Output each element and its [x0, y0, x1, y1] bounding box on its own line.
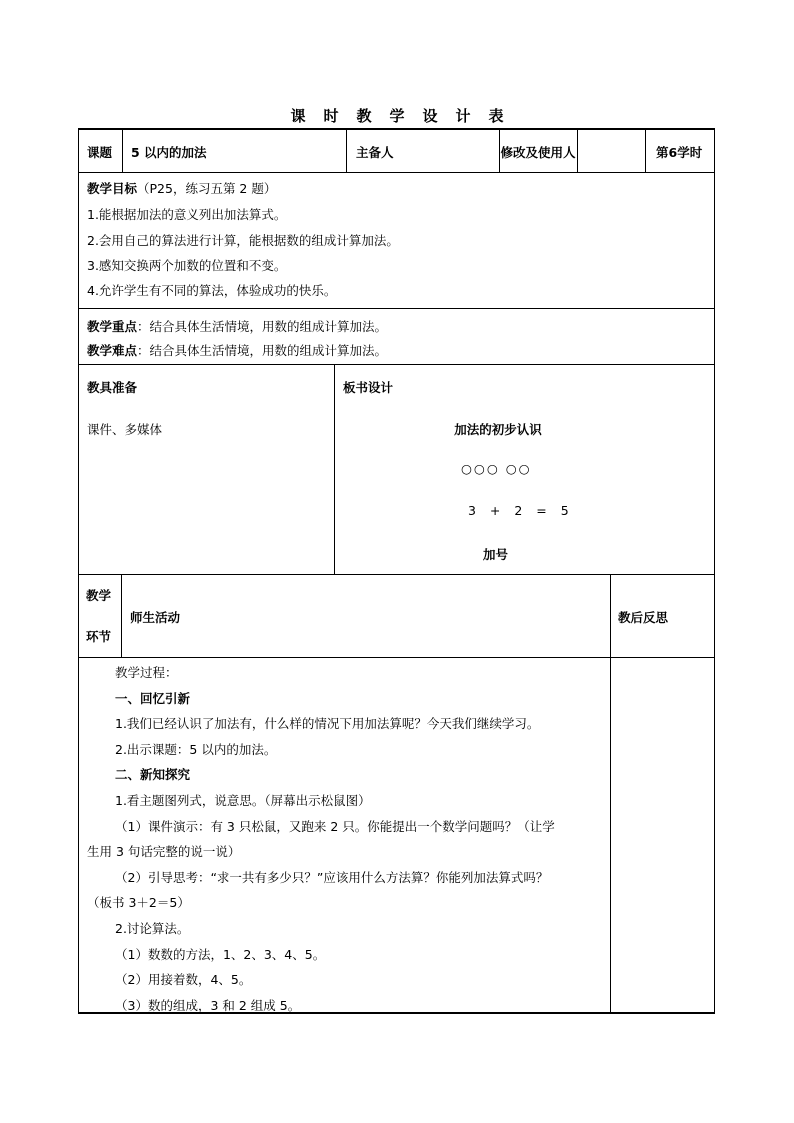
stage-label-line2: 环节 — [86, 629, 112, 644]
process-line: 生用 3 句话完整的说一说） — [87, 844, 241, 860]
process-line: （1）课件演示：有 3 只松鼠，又跑来 2 只。你能提出一个数学问题吗？（让学 — [115, 818, 555, 834]
process-line: 一、回忆引新 — [115, 690, 191, 706]
col-divider — [346, 128, 347, 172]
table-border-top — [78, 128, 715, 130]
topic-label: 课题 — [87, 145, 113, 160]
reflection-label: 教后反思 — [618, 610, 669, 625]
title-char: 学 — [389, 107, 405, 125]
stage-label-line1: 教学 — [86, 588, 112, 603]
process-line: （2）引导思考：“求一共有多少只？”应该用什么方法算？你能列加法算式吗？ — [115, 869, 549, 885]
process-line: 二、新知探究 — [115, 767, 191, 783]
board-label: 板书设计 — [343, 380, 394, 395]
col-divider — [610, 574, 611, 1014]
focus-line — [87, 317, 387, 335]
table-border-right — [714, 128, 715, 1014]
title-char: 设 — [422, 107, 438, 125]
board-heading: 加法的初步认识 — [454, 422, 542, 437]
process-line: 1.看主题图列式，说意思。（屏幕出示松鼠图） — [115, 793, 371, 808]
process-line: 1.我们已经认识了加法有，什么样的情况下用加法算呢？今天我们继续学习。 — [115, 716, 540, 732]
process-line: 教学过程： — [115, 665, 178, 680]
difficulty-line — [87, 341, 387, 359]
period-label: 第6学时 — [656, 145, 703, 160]
board-note: 加号 — [483, 547, 509, 562]
goal-item: 1.能根据加法的意义列出加法算式。 — [87, 207, 287, 222]
goal-item: 3.感知交换两个加数的位置和不变。 — [87, 258, 287, 273]
goals-header — [87, 179, 276, 197]
row-divider — [78, 308, 715, 309]
row-divider — [78, 172, 715, 173]
col-divider — [645, 128, 646, 172]
goals-heading: 教学目标 — [87, 181, 138, 196]
col-divider — [121, 574, 122, 657]
title-char: 表 — [488, 107, 504, 125]
col-divider — [334, 364, 335, 574]
goals-reference: （P25，练习五第 2 题） — [137, 181, 277, 196]
preparer-label: 主备人 — [356, 145, 394, 160]
process-line: （3）数的组成，3 和 2 组成 5。 — [115, 997, 301, 1013]
col-divider — [577, 128, 578, 172]
activity-label: 师生活动 — [130, 610, 181, 625]
lesson-plan-table — [78, 128, 715, 1014]
table-border-left — [78, 128, 79, 1014]
title-char: 时 — [323, 107, 339, 125]
prep-value: 课件、多媒体 — [87, 422, 163, 437]
focus-label: 教学重点 — [87, 319, 138, 334]
document-title — [0, 105, 794, 126]
topic-value: 5 以内的加法 — [131, 145, 207, 160]
title-char: 教 — [356, 107, 372, 125]
difficulty-text: ：结合具体生活情境，用数的组成计算加法。 — [137, 343, 388, 358]
row-divider — [78, 574, 715, 575]
modifier-label: 修改及使用人 — [500, 145, 576, 160]
prep-label: 教具准备 — [87, 380, 138, 395]
col-divider — [122, 128, 123, 172]
process-line: （板书 3＋2＝5） — [87, 895, 190, 911]
row-divider — [78, 657, 715, 658]
process-line: （2）用接着数，4、5。 — [115, 972, 252, 988]
board-equation: 3 + 2 = 5 — [468, 503, 569, 518]
title-char: 课 — [290, 107, 306, 125]
goal-item: 2.会用自己的算法进行计算，能根据数的组成计算加法。 — [87, 233, 399, 248]
title-char: 计 — [455, 107, 471, 125]
process-line: （1）数数的方法，1、2、3、4、5。 — [115, 946, 326, 962]
process-line: 2.讨论算法。 — [115, 921, 190, 936]
board-circles: ○○○ ○○ — [461, 461, 532, 476]
difficulty-label: 教学难点 — [87, 343, 138, 358]
process-line: 2.出示课题：5 以内的加法。 — [115, 741, 277, 757]
row-divider — [78, 364, 715, 365]
focus-text: ：结合具体生活情境，用数的组成计算加法。 — [137, 319, 388, 334]
goal-item: 4.允许学生有不同的算法，体验成功的快乐。 — [87, 283, 337, 298]
